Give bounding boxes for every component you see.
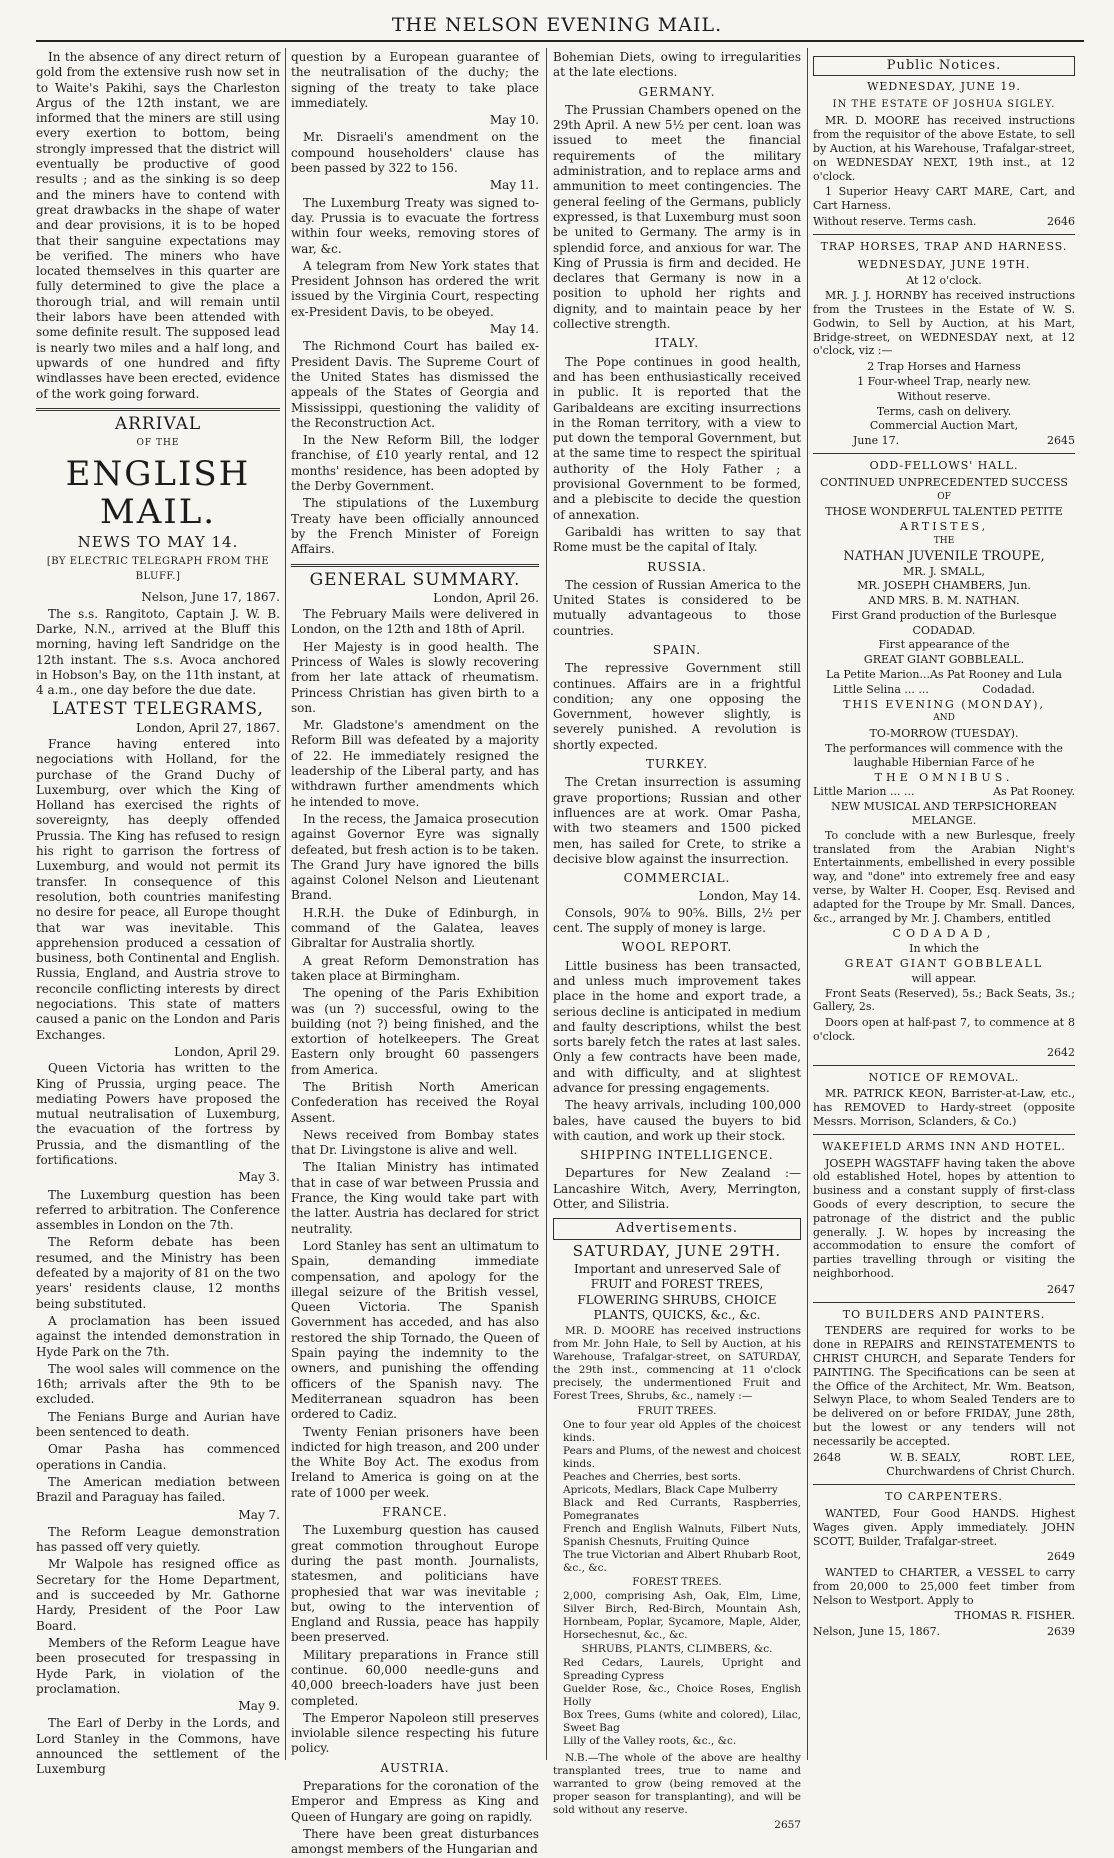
list-item: French and English Walnuts, Filbert Nuts, Spanish Chesnuts, Fruiting Quince [563,1523,801,1549]
notice-terms: Without reserve. Terms cash. [813,214,977,228]
paragraph: Military preparations in France still continue. 60,000 needle-guns and 40,000 breech-loaders have just been completed. [291,1647,539,1708]
performer: AND MRS. B. M. NATHAN. [868,594,1020,608]
paragraph: A telegram from New York states that President Johnson has ordered the writ issued by the Virginia Court, respecting ex-President Davis, to be obeyed. [291,258,539,319]
dateline: May 9. [238,1699,280,1714]
paragraph: The Pope continues in good health, and has been enthusiastically received in public. It is reported that the Garibaldeans are exciting insurrections in the Roman territory, with a view to put down the temporal Government, but at the same time to respect the spiritual authority of the Holy Father ; a provisional Government to be formed, and a plebiscite to decide the question of annexation. [553,354,801,522]
paragraph: The Prussian Chambers opened on the 29th April. A new 5½ per cent. loan was issued to meet the financial requirements of the military administration, and to replace arms and ammunition to meet contingencies. The general feeling of the Germans, publicly expressed, is that Luxemburg must soon be united to Germany. The army is in splendid force, and anxious for war. The King of Prussia is firm and decided. He declares that Germany is now in a position to uphold her rights and dignity, and to maintain peace by her collective strength. [553,102,801,332]
dateline: May 11. [489,178,539,193]
paragraph: The Reform League demonstration has passed off very quietly. [36,1524,280,1555]
notice-item: 2 Trap Horses and Harness [867,360,1021,374]
notice-body: TENDERS are required for works to be done in REPAIRS and REINSTATEMENTS to CHRIST CHURCH, and Separate Tenders for PAINTING. The Specifications can be seen at the Office of the Architect, Mr. Wm. Beatson, Selwyn Place, to whom Sealed Tenders are to be delivered on or before FRIDAY, June 28th, but the lowest or any tenders will not necessarily be accepted. [813,1324,1075,1448]
notice-date: WEDNESDAY, JUNE 19. [867,79,1021,93]
list-item: The true Victorian and Albert Rhubarb Root, &c., &c. [563,1549,801,1575]
notice-footer [813,434,1075,448]
telegraph-note: [BY ELECTRIC TELEGRAPH FROM THE BLUFF.] [46,555,270,583]
divider [813,1065,1075,1066]
paragraph: Mr Walpole has resigned office as Secretary for the Home Department, and is succeeded by Mr. Gathorne Hardy, President of the Poor Law Board. [36,1557,280,1633]
ad-number: 2649 [1047,1550,1075,1564]
paragraph: Bohemian Diets, owing to irregularities at the late elections. [553,50,801,80]
dateline: May 14. [489,322,539,337]
column-2 [291,50,539,1857]
ad-body: Doors open at half-past 7, to commence at 8 o'clock. [813,1016,1075,1043]
performer: MR. JOSEPH CHAMBERS, Jun. [857,579,1031,593]
paragraph: The cession of Russian America to the United States is considered to be mutually advantageous to those countries. [553,577,801,638]
ad-line: THIS EVENING (MONDAY), [843,697,1045,711]
notice-estate: IN THE ESTATE OF JOSHUA SIGLEY. [832,98,1056,110]
notice-body: WANTED to CHARTER, a VESSEL to carry from 20,000 to 25,000 feet timber from Nelson to Westport. Apply to [813,1566,1075,1607]
heading-france: FRANCE. [382,1505,448,1520]
column-divider [285,48,286,1760]
list-item: Red Cedars, Laurels, Upright and Spreading Cypress [563,1657,801,1683]
heading-germany: GERMANY. [638,84,716,99]
paragraph: The American mediation between Brazil and Paraguay has failed. [36,1474,280,1505]
cast-line: La Petite Marion...As Pat Rooney and Lula [826,668,1062,682]
masthead-rule [36,40,1084,42]
performer: MR. J. SMALL, [903,564,985,578]
paragraph: In the New Reform Bill, the lodger franchise, of £10 yearly rental, and 12 months' residence, has been adopted by the Derby Government. [291,433,539,494]
ad-line: CONTINUED UNPRECEDENTED SUCCESS [820,475,1068,489]
paragraph: Mr. Disraeli's amendment on the compound householders' clause has been passed by 322 to 156. [291,130,539,176]
ad-line: First appearance of the [878,638,1010,652]
list-item: Box Trees, Gums (white and colored), Lilac, Sweet Bag [563,1709,801,1735]
notice-item: 1 Four-wheel Trap, nearly new. [857,374,1031,388]
ad-number: 2646 [1047,214,1075,228]
paragraph: The s.s. Rangitoto, Captain J. W. B. Darke, N.N., arrived at the Bluff this morning, having left Sandridge on the 12th instant. The s.s. Avoca anchored in Hobson's Bay, on the 11th instant, at 4 a.m., one day before the due date. [36,606,280,698]
ad-number: 2642 [1047,1045,1075,1059]
ad-line: The performances will commence with the laughable Hibernian Farce of he [825,742,1063,769]
paragraph: The Reform debate has been resumed, and the Ministry has been defeated by a majority of 81 on the two years' residents clause, 12 months being substituted. [36,1235,280,1311]
shrub-list [553,1657,801,1748]
ad-line: ARTISTES, [899,520,989,534]
ad-line: First Grand production of the Burlesque [831,608,1057,622]
column-4 [813,50,1075,1760]
heading-turkey: TURKEY. [645,757,709,772]
paragraph: The Fenians Burge and Aurian have been sentenced to death. [36,1409,280,1440]
ad-date-heading: SATURDAY, JUNE 29TH. [572,1241,782,1260]
cast-line [813,683,1075,697]
ad-line: THE [933,535,955,546]
heading-removal: NOTICE OF REMOVAL. [868,1070,1020,1084]
heading-trap-horses: TRAP HORSES, TRAP AND HARNESS. [820,239,1068,253]
paragraph: In the recess, the Jamaica prosecution against Governor Eyre was signally defeated, but fresh action is to be taken. The Grand Jury have ignored the bills against Colonel Nelson and Lieutenant Brand. [291,811,539,903]
dateline: May 10. [489,113,539,128]
paragraph: The Luxemburg Treaty was signed to-day. Prussia is to evacuate the fortress within four weeks, removing stores of war, &c. [291,195,539,256]
signatory: W. B. SEALY, [890,1450,961,1464]
paragraph: Garibaldi has written to say that Rome must be the capital of Italy. [553,524,801,555]
cast-role: Little Marion ... ... [813,785,915,799]
heading-general-summary: GENERAL SUMMARY. [309,569,521,590]
signatory: THOMAS R. FISHER. [954,1609,1075,1623]
notice-footer [813,1625,1075,1639]
paragraph: Lord Stanley has sent an ultimatum to Spain, demanding immediate compensation, and apology for the illegal seizure of the British vessel, Queen Victoria. The Spanish Government has acceded, and has also restored the ship Tornado, the Queen of Spain paying the indemnity to the owners, and punishing the offending officers of the Spanish navy. The Mediterranean squadron has been ordered to Cadiz. [291,1238,539,1422]
heading-italy: ITALY. [654,336,700,351]
notice-body: WANTED, Four Good HANDS. Highest Wages given. Apply immediately. JOHN SCOTT, Builder, Trafalgar-street. [813,1506,1075,1548]
list-item: Pears and Plums, of the newest and choicest kinds. [563,1445,801,1471]
notice-date: June 17. [853,434,900,448]
notice-body: MR. J. J. HORNBY has received instructions from the Trustees in the Estate of W. S. Godwin, to Sell by Auction, at his Mart, Bridge-street, on WEDNESDAY next, at 12 o'clock, viz :— [813,289,1075,358]
ad-line: OF [937,491,951,502]
paragraph: A great Reform Demonstration has taken place at Birmingham. [291,953,539,983]
list-item: 2,000, comprising Ash, Oak, Elm, Lime, Silver Birch, Red-Birch, Mountain Ash, Hornbeam, Poplar, Sycamore, Maple, Alder, Horsechesnut, &c., &c. [563,1590,801,1642]
signatory: ROBT. LEE, [1010,1450,1075,1464]
ad-line: THOSE WONDERFUL TALENTED PETITE [825,505,1063,519]
paragraph: The Emperor Napoleon still preserves inviolable silence respecting his future policy. [291,1710,539,1756]
ad-body: To conclude with a new Burlesque, freely translated from the Arabian Night's Entertainments, embellished in every possible way, and "done" into extremely free and easy verse, by Walter H. Cooper, Esq. Revised and adapted for the Troupe by Mr. Small. Dances, &c., arranged by Mr. J. Chambers, entitled [813,828,1075,925]
paragraph: H.R.H. the Duke of Edinburgh, in command of the Galatea, leaves Gibraltar for Australia shortly. [291,905,539,951]
paragraph: Departures for New Zealand :—Lancashire Witch, Avery, Merrington, Otter, and Silistria. [553,1166,801,1212]
ad-sale-title: Important and unreserved Sale of FRUIT and FOREST TREES, FLOWERING SHRUBS, CHOICE PLANTS, QUICKS, &c., &c. [574,1261,780,1322]
paragraph: The Italian Ministry has intimated that in case of war between Prussia and France, the King would take part with the latter. Austria has declared for strict neutrality. [291,1160,539,1236]
notice-date: Nelson, June 15, 1867. [813,1625,941,1639]
cast-part: Codadad. [982,682,1035,696]
paragraph: The wool sales will commence on the 16th; arrivals after the 9th to be excluded. [36,1361,280,1407]
paragraph: question by a European guarantee of the neutralisation of the duchy; the signing of the treaty to take place immediately. [291,50,539,110]
paragraph: The Earl of Derby in the Lords, and Lord Stanley in the Commons, have announced the settlement of the Luxemburg [36,1716,280,1777]
signature-line [813,1451,1075,1465]
forest-tree-list [553,1590,801,1642]
dateline: May 7. [238,1507,280,1522]
ad-subheading: FRUIT TREES. [637,1405,717,1418]
ad-line: NEW MUSICAL AND TERPSICHOREAN MELANGE. [831,800,1057,828]
column-3 [553,50,801,1832]
heading-arrival: ARRIVAL [114,413,202,434]
paragraph: In the absence of any direct return of gold from the extensive rush now set in to Waite's Pakihi, says the Charleston Argus of the 12th instant, we are informed that the miners are still using every exertion to bottom, being strongly impressed that the district will eventually be productive of good results ; and as the sinking is so deep and the miners have to contend with great drawbacks in the shape of water and dear provisions, it is to be hoped that their sanguine expectations may be verified. The miners who have located themselves in this quarter are fully determined to give the place a thorough trial, and will remain until their labors have been attended with some definite result. The supposed lead is nearly two miles and a half long, and upwards of one hundred and fifty windlasses have been erected, evidence of the work going forward. [36,50,280,401]
ad-line: In which the [909,942,979,956]
heading-wakefield: WAKEFIELD ARMS INN AND HOTEL. [822,1139,1066,1153]
cast-part: As Pat Rooney. [993,785,1075,799]
divider [813,234,1075,235]
notice-body: MR. D. MOORE has received instructions from the requisitor of the above Estate, to sell by Auction, at his Warehouse, Trafalgar-street, on WEDNESDAY NEXT, 19th inst., at 12 o'clock. [813,114,1075,183]
heading-shipping: SHIPPING INTELLIGENCE. [580,1148,774,1163]
paragraph: The Luxemburg question has caused great commotion throughout Europe during the past month. Journalists, statesmen, and politicians have prophesied that war was inevitable ; but, owing to the intervention of England and Russia, peace has happily been preserved. [291,1523,539,1645]
divider [36,408,280,411]
list-item: Lilly of the Valley roots, &c., &c. [563,1735,737,1748]
paragraph: The stipulations of the Luxemburg Treaty have been officially announced by the French Minister of Foreign Affairs. [291,496,539,557]
divider [813,453,1075,454]
paragraph: Members of the Reform League have been prosecuted for trespassing in Hyde Park, in violation of the proclamation. [36,1635,280,1696]
masthead: THE NELSON EVENING MAIL. [391,14,723,36]
list-item: Guelder Rose, &c., Choice Roses, English Holly [563,1683,801,1709]
heading-commercial: COMMERCIAL. [623,871,731,886]
ad-line: CODADAD. [912,623,976,637]
divider [813,1302,1075,1303]
heading-of-the: OF THE [136,438,180,449]
notice-item: 1 Superior Heavy CART MARE, Cart, and Cart Harness. [813,185,1075,213]
ad-number: 2657 [774,1819,801,1832]
ad-number: 2648 [813,1450,841,1464]
column-divider [807,48,808,1760]
paragraph: The opening of the Paris Exhibition was (un ?) successful, owing to the building (not ?) being finished, and the extortion of hotelkeepers. The Great Eastern only brought 60 passengers from America. [291,986,539,1077]
paragraph: The February Mails were delivered in London, on the 12th and 18th of April. [291,607,539,637]
heading-builders: TO BUILDERS AND PAINTERS. [842,1307,1046,1321]
paragraph: News received from Bombay states that Dr. Livingstone is alive and well. [291,1127,539,1158]
heading-oddfellows: ODD-FELLOWS' HALL. [869,458,1019,472]
paragraph: The British North American Confederation has received the Royal Assent. [291,1080,539,1125]
cast-line [813,785,1075,799]
divider [813,1484,1075,1485]
notice-body: JOSEPH WAGSTAFF having taken the above old established Hotel, hopes by attention to business and a constant supply of first-class Goods of every description, to secure the patronage of the district and the public generally. J. W. hopes by increasing the accommodation to ensure the comfort of parties travelling through or visiting the neighborhood. [813,1156,1075,1280]
paragraph: The repressive Government still continues. Affairs are in a frightful condition; any one opposing the Government, however slightly, is severely punished. A revolution is shortly expected. [553,661,801,752]
paragraph: Twenty Fenian prisoners have been indicted for high treason, and 200 under the White Boy Act. The exodus from Ireland to America is going on at the rate of 1000 per week. [291,1424,539,1500]
dateline: London, April 27, 1867. [135,720,280,735]
fruit-tree-list [553,1419,801,1575]
advertisements-banner: Advertisements. [553,1218,801,1239]
notice-time: At 12 o'clock. [906,274,982,288]
notice-reserve: Without reserve. [897,389,991,403]
divider [813,1134,1075,1135]
column-1 [36,50,280,1777]
paragraph: Preparations for the coronation of the Emperor and Empress as King and Queen of Hungary are going on rapidly. [291,1779,539,1824]
divider [291,564,539,567]
paragraph: Consols, 90⅞ to 90⅝. Bills, 2½ per cent. The supply of money is large. [553,905,801,936]
heading-spain: SPAIN. [652,642,702,657]
paragraph: Omar Pasha has commenced operations in Candia. [36,1442,280,1472]
ad-subheading: FOREST TREES. [632,1576,722,1589]
list-item: Apricots, Medlars, Black Cape Mulberry [563,1484,778,1497]
ad-number: 2639 [1047,1625,1075,1639]
heading-english-mail: ENGLISH MAIL. [65,454,251,533]
ad-note: N.B.—The whole of the above are healthy transplanted trees, true to name and warranted to grow (being removed at the proper season for transplanting), and will be sold without any reserve. [553,1752,801,1817]
ad-line: TO-MORROW (TUESDAY). [869,727,1019,741]
paragraph: Mr. Gladstone's amendment on the Reform Bill was defeated by a majority of 22. He immediately resigned the leadership of the Liberal party, and has withdrawn further amendments which he intended to move. [291,718,539,809]
paragraph: There have been great disturbances amongst members of the Hungarian and [291,1826,539,1857]
notice-terms: Terms, cash on delivery. [876,404,1012,418]
dateline: London, April 26. [433,590,539,605]
ad-body: Front Seats (Reserved), 5s.; Back Seats, 3s.; Gallery, 2s. [813,986,1075,1014]
dateline: London, May 14. [698,889,801,904]
dateline: Nelson, June 17, 1867. [141,590,280,605]
dateline: May 3. [238,1170,280,1185]
ad-number: 2645 [1047,434,1075,448]
notice-mart: Commercial Auction Mart, [869,419,1019,433]
ad-line: THE OMNIBUS. [874,770,1014,784]
notice-body: MR. PATRICK KEON, Barrister-at-Law, etc., has REMOVED to Hardy-street (opposite Messrs. Morrison, Sclanders, & Co.) [813,1087,1075,1128]
paragraph: Queen Victoria has written to the King of Prussia, urging peace. The mediating Powers have proposed the mutual neutralisation of Luxemburg, the evacuation of the fortress by Prussia, and the dismantling of the fortifications. [36,1061,280,1167]
heading-wool-report: WOOL REPORT. [621,940,733,955]
ad-line: CODADAD, [892,927,996,941]
ad-line: will appear. [911,971,977,985]
ad-sale-body: MR. D. MOORE has received instructions from Mr. John Hale, to Sell by Auction, at his Warehouse, Trafalgar-street, on SATURDAY, the 29th inst., commencing at 11 o'clock precisely, the undermentioned Fruit and Forest Trees, Shrubs, &c., namely :— [553,1325,801,1403]
ad-line: GREAT GIANT GOBBLEALL. [863,653,1025,667]
paragraph: Her Majesty is in good health. The Princess of Wales is slowly recovering from her late attack of rheumatism. Princess Christian has given birth to a son. [291,639,539,715]
heading-austria: AUSTRIA. [380,1760,450,1775]
signatory-title: Churchwardens of Christ Church. [886,1465,1075,1479]
public-notices-banner: Public Notices. [813,56,1075,76]
column-divider [546,48,547,1760]
dateline: London, April 29. [174,1044,280,1059]
list-item: Peaches and Cherries, best sorts. [563,1471,741,1484]
list-item: Black and Red Currants, Raspberries, Pomegranates [563,1497,801,1523]
list-item: One to four year old Apples of the choicest kinds. [563,1419,801,1445]
notice-date: WEDNESDAY, JUNE 19TH. [857,257,1031,271]
ad-line: GREAT GIANT GOBBLEALL [844,957,1044,971]
paragraph: The Luxemburg question has been referred to arbitration. The Conference assembles in London on the 7th. [36,1187,280,1233]
heading-carpenters: TO CARPENTERS. [885,1490,1003,1504]
heading-news-to: NEWS TO MAY 14. [77,533,239,552]
paragraph: Little business has been transacted, and unless much improvement takes place in the home and export trade, a serious decline is anticipated in medium and faulty descriptions, whilst the best sorts barely fetch the rates at last sales. Only a few contracts have been made, and with difficulty, and at slightest advance for pressing engagements. [553,958,801,1095]
troupe-name: NATHAN JUVENILE TROUPE, [843,548,1045,564]
heading-latest-telegrams: LATEST TELEGRAMS, [52,699,264,720]
ad-subheading: SHRUBS, PLANTS, CLIMBERS, &c. [581,1643,773,1656]
paragraph: A proclamation has been issued against the intended demonstration in Hyde Park on the 7th. [36,1313,280,1359]
paragraph: France having entered into negociations with Holland, for the purchase of the Grand Duchy of Luxemburg, over which the King of Holland has exercised the rights of sovereignty, has deeply offended Prussia. The King has refused to resign his right to garrison the fortress of Luxemburg, and would not permit its transfer. In consequence of this resolution, both countries manifesting no desire for peace, all Europe thought that war was inevitable. This apprehension produced a cessation of business, both Continental and English. Russia, England, and Austria strove to reconcile conflicting interests by direct negociations. This state of matters caused a panic on the London and Paris Exchanges. [36,736,280,1042]
heading-russia: RUSSIA. [647,559,707,574]
ad-number: 2647 [1047,1282,1075,1296]
paragraph: The Cretan insurrection is assuming grave proportions; Russian and other influences are at work. Omar Pasha, with two steamers and 1500 picked men, has sailed for Crete, to strike a decisive blow against the insurrection. [553,775,801,866]
ad-line: AND [933,713,955,724]
paragraph: The Richmond Court has bailed ex-President Davis. The Supreme Court of the United States has dismissed the appeals of the States of Georgia and Mississippi, questioning the validity of the Reconstruction Act. [291,339,539,430]
cast-role: Little Selina ... ... [833,682,929,696]
paragraph: The heavy arrivals, including 100,000 bales, have caused the buyers to bid with caution, and work up their stock. [553,1098,801,1143]
notice-footer [813,215,1075,229]
